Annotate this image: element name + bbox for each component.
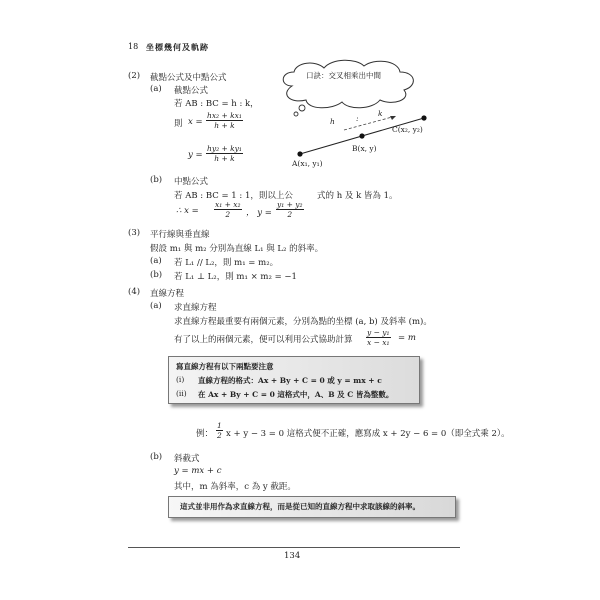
section3-number: (3) (128, 228, 141, 238)
slope-formula (366, 327, 391, 347)
y-section-formula (206, 143, 243, 163)
x-numerator: hx₂ + kx₁ (207, 111, 242, 120)
mid-x-numerator: x₁ + x₂ (215, 200, 241, 209)
note-ii-text: 在 Ax + By + C = 0 這格式中，A、B 及 C 皆為整數。 (198, 390, 394, 399)
example-prefix: 例： (196, 429, 214, 439)
section2a-title: 截點公式 (174, 86, 209, 96)
section3-intro: 假設 m₁ 與 m₂ 分別為直線 L₁ 與 L₂ 的斜率。 (150, 244, 324, 254)
point-b-dot (359, 133, 364, 138)
section2b-label: (b) (150, 175, 163, 185)
header-book-title: 坐標幾何及軌跡 (146, 42, 209, 52)
note-i-label: (i) (176, 375, 185, 384)
y-denominator: h + k (214, 154, 235, 163)
example-fraction (216, 420, 223, 440)
midpoint-x-formula (214, 199, 242, 219)
page-number: 134 (284, 551, 301, 561)
point-c-dot (421, 115, 426, 120)
section2-title: 截點公式及中點公式 (150, 73, 227, 83)
mid-y-numerator: y₁ + y₂ (277, 200, 303, 209)
slope-equals-m: = m (398, 333, 416, 343)
mid-y-denominator: 2 (287, 210, 293, 219)
section4b-text: 其中，m 為斜率，c 為 y 截距。 (174, 482, 296, 492)
example-denominator: 2 (217, 431, 222, 440)
arrow-head-icon (390, 116, 396, 120)
section4a-line-1: 求直線方程最重要有兩個元素，分別為點的坐標 (a, b) 及斜率 (m)。 (174, 317, 432, 327)
remark-text: 這式並非用作為求直線方程，而是從已知的直線方程中求取該線的斜率。 (180, 502, 420, 511)
diagram-label-colon: : (356, 114, 359, 123)
diagram-label-h: h (330, 117, 335, 126)
slope-numerator: y − y₁ (367, 328, 390, 337)
section2a-label: (a) (150, 84, 162, 94)
slope-denominator: x − x₁ (367, 338, 390, 347)
diagram-point-a: A(x₁, y₁) (292, 159, 323, 168)
midpoint-x-prefix: ∴ x = (176, 206, 199, 216)
example-text: x + y − 3 = 0 這格式便不正確，應寫成 x + 2y − 6 = 0（即全式乘 2）。 (226, 429, 510, 439)
x-denominator: h + k (214, 121, 235, 130)
section3-title: 平行線與垂直線 (150, 230, 210, 240)
section4a-label: (a) (150, 301, 162, 311)
mid-x-denominator: 2 (225, 210, 231, 219)
section2a-ratio-line: 若 AB : BC = h : k， (174, 99, 259, 109)
section3a-text: 若 L₁ // L₂，則 m₁ = m₂。 (174, 258, 279, 268)
footer-rule (128, 547, 460, 548)
section3b-text: 若 L₁ ⊥ L₂，則 m₁ × m₂ = −1 (174, 272, 297, 282)
section4b-label: (b) (150, 452, 163, 462)
slope-intercept-equation: y = mx + c (174, 466, 222, 476)
midpoint-y-formula (276, 199, 304, 219)
section3a-label: (a) (150, 256, 162, 266)
diagram-label-k: k (378, 109, 383, 118)
section4a-line-2: 有了以上的兩個元素，便可以利用公式協助計算 (174, 335, 353, 345)
section2b-line-2: 式的 h 及 k 皆為 1。 (317, 191, 398, 201)
x-eq-label: x = (188, 117, 203, 127)
section3b-label: (b) (150, 270, 163, 280)
section4-title: 直線方程 (150, 289, 185, 299)
y-numerator: hy₂ + ky₁ (207, 144, 242, 153)
section4-number: (4) (128, 287, 141, 297)
section2b-line-1: 若 AB : BC = 1 : 1，則以上公 (174, 191, 293, 201)
note-box-title: 寫直線方程有以下兩點要注意 (176, 362, 274, 371)
diagram-point-c: C(x₂, y₂) (392, 125, 423, 134)
then-label: 則 (174, 119, 183, 129)
section4b-title: 斜截式 (174, 454, 200, 464)
section2b-title: 中點公式 (174, 177, 209, 187)
note-i-text: 直線方程的格式：Ax + By + C = 0 或 y = mx + c (198, 376, 382, 385)
header-page-no: 18 (128, 42, 139, 51)
midpoint-y-prefix: ， y = (246, 208, 272, 218)
note-ii-label: (ii) (176, 389, 187, 398)
section4a-title: 求直線方程 (174, 303, 217, 313)
example-numerator: 1 (217, 421, 222, 430)
section2-number: (2) (128, 71, 141, 81)
cloud-text: 口訣：交叉相乘出中間 (306, 71, 381, 80)
diagram-point-b: B(x, y) (352, 144, 377, 153)
point-a-dot (297, 151, 302, 156)
y-eq-label: y = (188, 150, 203, 160)
x-section-formula (206, 110, 243, 130)
